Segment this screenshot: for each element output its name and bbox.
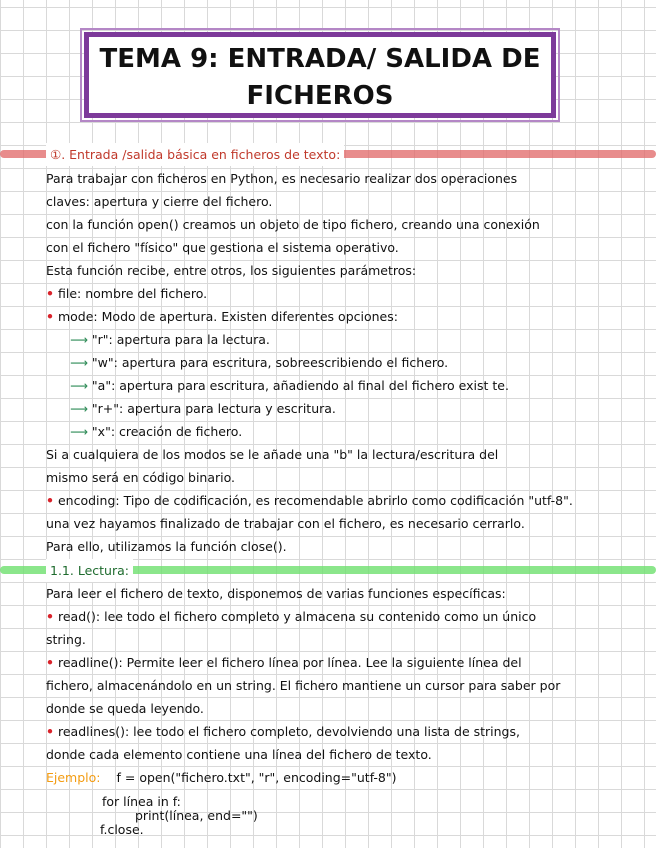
- encoding-label: encoding:: [57, 493, 120, 508]
- list-item-mode: [46, 305, 648, 328]
- paragraph-line: Esta función recibe, entre otros, los siguientes parámetros:: [46, 263, 417, 278]
- mode-option: [70, 351, 648, 374]
- mode-option-text: "a": apertura para escritura, añadiendo al final del fichero exist te.: [91, 378, 509, 393]
- title-line-2: FICHEROS: [246, 81, 394, 111]
- code-line: f.close.: [100, 822, 144, 837]
- code-line: f = open("fichero.txt", "r", encoding="utf-8"): [116, 770, 397, 785]
- readline-label: readline():: [57, 655, 123, 670]
- file-text: nombre del fichero.: [85, 286, 208, 301]
- mode-option-text: "w": apertura para escritura, sobreescribiendo el fichero.: [91, 355, 449, 370]
- paragraph-line: claves: apertura y cierre del fichero.: [46, 194, 273, 209]
- mode-option: [70, 397, 648, 420]
- paragraph-line: mismo será en código binario.: [46, 470, 236, 485]
- encoding-text: Tipo de codificación, es recomendable abrirlo como codificación "utf-8".: [123, 493, 573, 508]
- code-line: print(línea, end=""): [135, 808, 258, 823]
- read-text: lee todo el fichero completo y almacena su contenido como un único: [104, 609, 537, 624]
- mode-text: Modo de apertura. Existen diferentes opciones:: [101, 309, 398, 324]
- readlines-label: readlines():: [57, 724, 130, 739]
- arrow-right-icon: ⟶: [70, 378, 88, 393]
- mode-label: mode:: [57, 309, 98, 324]
- mode-option-text: "r": apertura para la lectura.: [91, 332, 270, 347]
- paragraph-line: fichero, almacenándolo en un string. El fichero mantiene un cursor para saber por: [46, 678, 561, 693]
- mode-option: [70, 328, 648, 351]
- paragraph-line: donde cada elemento contiene una línea del fichero de texto.: [46, 747, 432, 762]
- paragraph-line: Para trabajar con ficheros en Python, es necesario realizar dos operaciones: [46, 171, 518, 186]
- readline-text: Permite leer el fichero línea por línea. Lee la siguiente línea del: [126, 655, 522, 670]
- title-line-1: TEMA 9: ENTRADA/ SALIDA DE: [99, 44, 541, 74]
- list-item-readline: [46, 651, 648, 674]
- title-box: [84, 32, 556, 118]
- list-item-readlines: [46, 720, 648, 743]
- mode-option-text: "x": creación de fichero.: [91, 424, 243, 439]
- bullet-icon: •: [46, 609, 54, 624]
- example-line: [46, 766, 648, 789]
- paragraph-line: con la función open() creamos un objeto de tipo fichero, creando una conexión: [46, 217, 540, 232]
- bullet-icon: •: [46, 724, 54, 739]
- bullet-icon: •: [46, 493, 54, 508]
- readlines-text: lee todo el fichero completo, devolviendo una lista de strings,: [133, 724, 520, 739]
- bullet-icon: •: [46, 286, 54, 301]
- bullet-icon: •: [46, 309, 54, 324]
- file-label: file:: [57, 286, 82, 301]
- paragraph-line: Para leer el fichero de texto, disponemos de varias funciones específicas:: [46, 586, 506, 601]
- code-line: for línea in f:: [102, 794, 181, 809]
- list-item-file: [46, 282, 648, 305]
- arrow-right-icon: ⟶: [70, 332, 88, 347]
- list-item-encoding: [46, 489, 648, 512]
- paragraph-line: string.: [46, 632, 86, 647]
- paragraph-line: donde se queda leyendo.: [46, 701, 204, 716]
- example-label: Ejemplo:: [46, 770, 101, 785]
- read-label: read():: [57, 609, 101, 624]
- section1-heading: ①. Entrada /salida básica en ficheros de texto:: [46, 143, 344, 166]
- paragraph-line: con el fichero "físico" que gestiona el sistema operativo.: [46, 240, 399, 255]
- mode-option: [70, 420, 648, 443]
- paragraph-line: Si a cualquiera de los modos se le añade una "b" la lectura/escritura del: [46, 447, 499, 462]
- arrow-right-icon: ⟶: [70, 401, 88, 416]
- section2-heading: 1.1. Lectura:: [46, 559, 133, 582]
- arrow-right-icon: ⟶: [70, 424, 88, 439]
- mode-option: [70, 374, 648, 397]
- bullet-icon: •: [46, 655, 54, 670]
- list-item-read: [46, 605, 648, 628]
- paragraph-line: una vez hayamos finalizado de trabajar con el fichero, es necesario cerrarlo.: [46, 516, 525, 531]
- paragraph-line: Para ello, utilizamos la función close().: [46, 539, 287, 554]
- mode-option-text: "r+": apertura para lectura y escritura.: [91, 401, 336, 416]
- arrow-right-icon: ⟶: [70, 355, 88, 370]
